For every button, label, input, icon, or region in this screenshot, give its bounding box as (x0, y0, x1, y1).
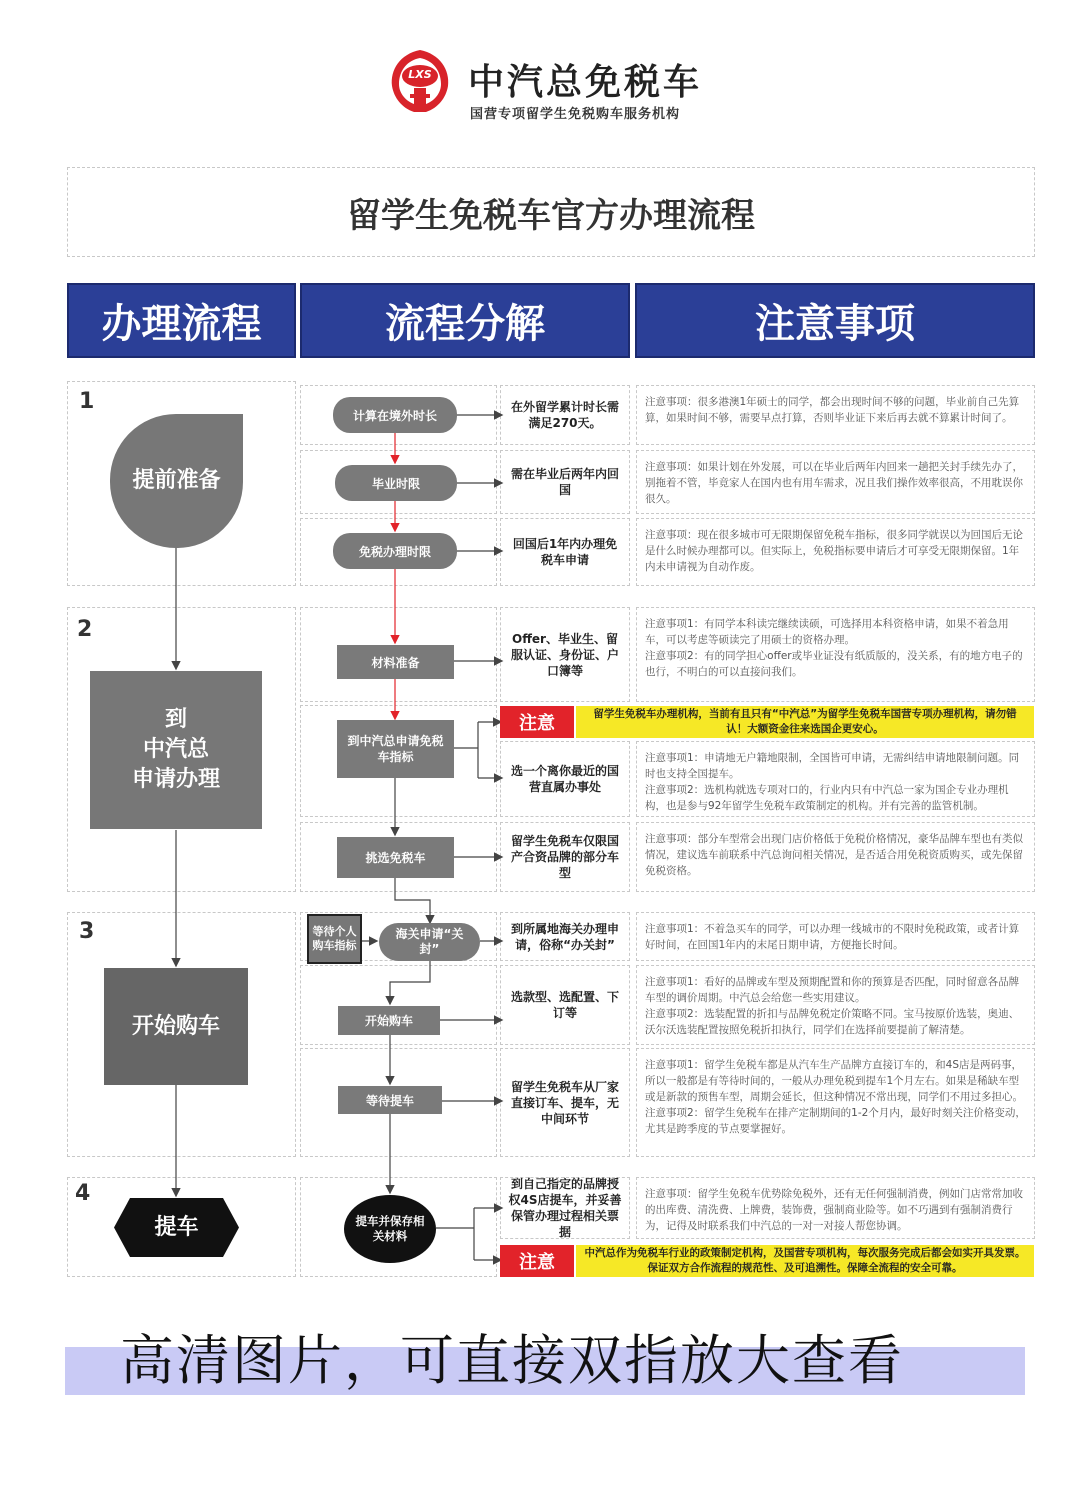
page-title: 留学生免税车官方办理流程 (347, 195, 755, 236)
step-note: 注意事项：如果计划在外发展，可以在毕业后两年内回来一趟把关封手续先办了，别拖着不管，毕竟家人在国内也有用车需求，况且我们操作效率很高，不用耽误你很久。 (636, 450, 1035, 514)
step-note: 注意事项1：有同学本科读完继续读硕，可选择用本科资格申请，如果不着急用车，可以考虑等硕读完了用硕士的资格办理。 注意事项2：有的同学担心offer或毕业证没有纸质版的，没关系，有的地方电子的也行，不明白的可以直接问我们。 (636, 607, 1035, 702)
step-note: 注意事项1：留学生免税车都是从汽车生产品牌方直接订车的，和4S店是两码事，所以一般都是有等待时间的，一般从办理免税到提车1个月左右。如果是稀缺车型或是新款的预售车型，周期会延长，但这种情况不常出现，同学们不用过多担心。 注意事项2：留学生免税车在排产定制期间的1-2个月内，最好时刻关注价格变动，尤其是跨季度的节点要掌握好。 (636, 1048, 1035, 1157)
step-node-5: 到中汽总申请免税车指标 (337, 720, 454, 778)
step-note: 注意事项1：不着急买车的同学，可以办理一线城市的不限时免税政策，或者计算好时间，在回国1年内的末尾日期申请，方便拖长时间。 (636, 912, 1035, 961)
logo-lettering: LXS (408, 68, 432, 81)
stage-prepare-shape (110, 414, 243, 548)
step-description: Offer、毕业生、留服认证、身份证、户口簿等 (500, 607, 630, 702)
step-node-7-label: 海关申请“关封” (395, 927, 464, 956)
stage-number-2: 2 (77, 617, 93, 642)
waiting-quota-box (307, 914, 362, 964)
step-node-4: 材料准备 (337, 645, 454, 679)
step-node-10 (344, 1195, 436, 1263)
header-notes: 注意事项 (635, 283, 1035, 358)
header-breakdown: 流程分解 (300, 283, 630, 358)
step-note: 注意事项1：申请地无户籍地限制，全国皆可申请，无需纠结申请地限制问题。同时也支持全国提车。 注意事项2：选机构就选专项对口的，行业内只有中汽总一家为国企专业办理机构，也是参与92年留学生免税车政策制定的机构。并有完善的监管机制。 (636, 741, 1035, 817)
warning-tag-2: 注意 (500, 1245, 574, 1277)
brand-name: 中汽总免税车 (468, 62, 703, 103)
waiting-quota-label: 等待个人购车指标 (312, 925, 357, 952)
step-description: 在外留学累计时长需满足270天。 (500, 385, 630, 445)
step-description: 留学生免税车仅限国产合资品牌的部分车型 (500, 822, 630, 892)
stage-label-3: 开始购车 (104, 968, 248, 1085)
stage-label-2-line3: 申请办理 (131, 767, 220, 792)
warning-text-2: 中汽总作为免税车行业的政策制定机构，及国营专项机构，每次服务完成后都会如实开具发票。保证双方合作流程的规范性、及可追溯性。保障全流程的安全可靠。 (576, 1245, 1034, 1277)
step-description: 选款型、选配置、下订等 (500, 965, 630, 1045)
step-node-3: 免税办理时限 (333, 533, 457, 569)
step-node-8: 开始购车 (338, 1006, 440, 1035)
stage-label-2-line2: 中汽总 (142, 737, 209, 762)
step-node-2: 毕业时限 (335, 465, 457, 501)
brand-tagline: 国营专项留学生免税购车服务机构 (470, 107, 681, 122)
step-note: 注意事项1：看好的品牌或车型及预期配置和你的预算是否匹配，同时留意各品牌车型的调价周期。中汽总会给您一些实用建议。 注意事项2：选装配置的折扣与品牌免税定价策略不同。宝马按原价选装，奥迪、沃尔沃选装配置按照免税折扣执行，同学们在选择前要提前了解清楚。 (636, 965, 1035, 1045)
stage-number-1: 1 (79, 389, 95, 414)
header-process: 办理流程 (67, 283, 296, 358)
stage-label-4: 提车 (154, 1214, 199, 1240)
step-node-1: 计算在境外时长 (333, 397, 457, 433)
step-description: 需在毕业后两年内回国 (500, 450, 630, 514)
stage-pickup-shape (114, 1198, 239, 1257)
step-description: 选一个离你最近的国营直属办事处 (500, 741, 630, 817)
step-node-6: 挑选免税车 (337, 837, 454, 878)
footer-caption: 高清图片，可直接双指放大查看 (120, 1329, 904, 1392)
step-description: 到所属地海关办理申请，俗称“办关封” (500, 912, 630, 961)
step-node-10-label: 提车并保存相关材料 (355, 1214, 425, 1243)
step-node-9: 等待提车 (338, 1086, 442, 1114)
step-note: 注意事项：留学生免税车优势除免税外，还有无任何强制消费，例如门店常常加收的出库费、清洗费、上牌费，装饰费，强制商业险等。如不巧遇到有强制消费行为，记得及时联系我们中汽总的一对一对接人帮您协调。 (636, 1177, 1035, 1239)
stage-number-3: 3 (79, 919, 95, 944)
stage-number-4: 4 (75, 1181, 91, 1206)
stage-apply-box (90, 671, 262, 829)
stage-label-2-line1: 到 (164, 707, 187, 732)
step-description: 到自己指定的品牌授权4S店提车，并妥善保管办理过程相关票据 (500, 1177, 630, 1239)
stage-label-1: 提前准备 (132, 468, 221, 493)
warning-text-1: 留学生免税车办理机构，当前有且只有“中汽总”为留学生免税车国营专项办理机构，请勿错认！大额资金往来选国企更安心。 (576, 706, 1034, 738)
warning-tag-1: 注意 (500, 706, 574, 738)
step-description: 留学生免税车从厂家直接订车、提车，无中间环节 (500, 1048, 630, 1157)
step-note: 注意事项：很多港澳1年硕士的同学，都会出现时间不够的问题，毕业前自己先算算，如果时间不够，需要早点打算，否则毕业证下来后再去就不算累计时间了。 (636, 385, 1035, 445)
step-description: 回国后1年内办理免税车申请 (500, 518, 630, 586)
step-node-7 (379, 923, 480, 961)
step-note: 注意事项：现在很多城市可无限期保留免税车指标，很多同学就误以为回国后无论是什么时候办理都可以。但实际上，免税指标要申请后才可享受无限期保留。1年内未申请视为自动作废。 (636, 518, 1035, 586)
step-note: 注意事项：部分车型常会出现门店价格低于免税价格情况，豪华品牌车型也有类似情况，建议选车前联系中汽总询问相关情况，是否适合用免税资质购买，或先保留免税资格。 (636, 822, 1035, 892)
